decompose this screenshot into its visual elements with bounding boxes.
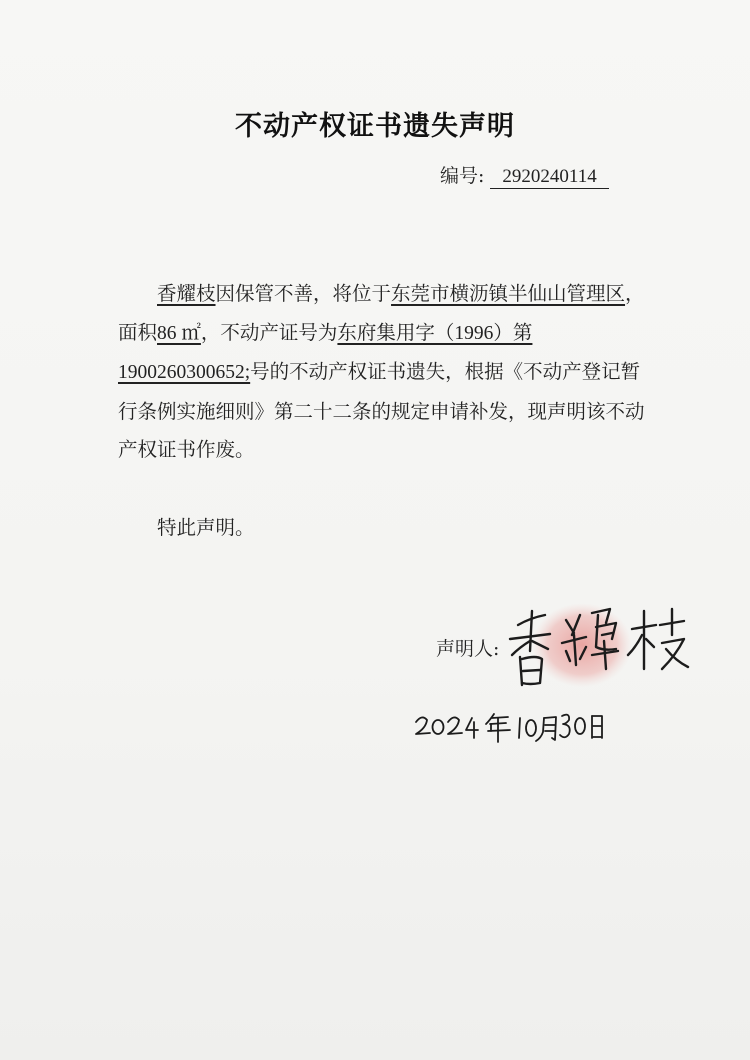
statement-paragraph — [118, 275, 648, 470]
statement-text-3: ，不动产证号为 — [200, 320, 338, 344]
statement-text-2: ，面积 — [118, 282, 645, 344]
document-number-value: 2920240114 — [490, 166, 608, 189]
property-area: 86 ㎡ — [157, 322, 201, 344]
declarant-label: 声明人: — [436, 638, 500, 660]
statement-body — [118, 275, 648, 470]
red-fingerprint-seal — [532, 603, 632, 687]
document-number — [440, 161, 609, 189]
document-number-label: 编号: — [440, 165, 485, 187]
applicant-name: 香耀枝 — [157, 282, 216, 305]
handwritten-signature — [500, 585, 690, 700]
property-location: 东莞市横沥镇半仙山管理区 — [391, 282, 626, 305]
page-title: 不动产权证书遗失声明 — [235, 111, 515, 142]
closing-line: 特此声明。 — [157, 516, 255, 539]
certificate-number: 东府集用字（1996）第1900260300652; — [118, 322, 533, 383]
statement-text-4: 号的不动产权证书遗失，根据《不动产登记暂行条例实施细则》第二十二条的规定申请补发，现声明该不动产权证书作废。 — [118, 360, 645, 461]
handwritten-date — [408, 700, 608, 750]
statement-text-1: 因保管不善，将位于 — [215, 282, 392, 305]
